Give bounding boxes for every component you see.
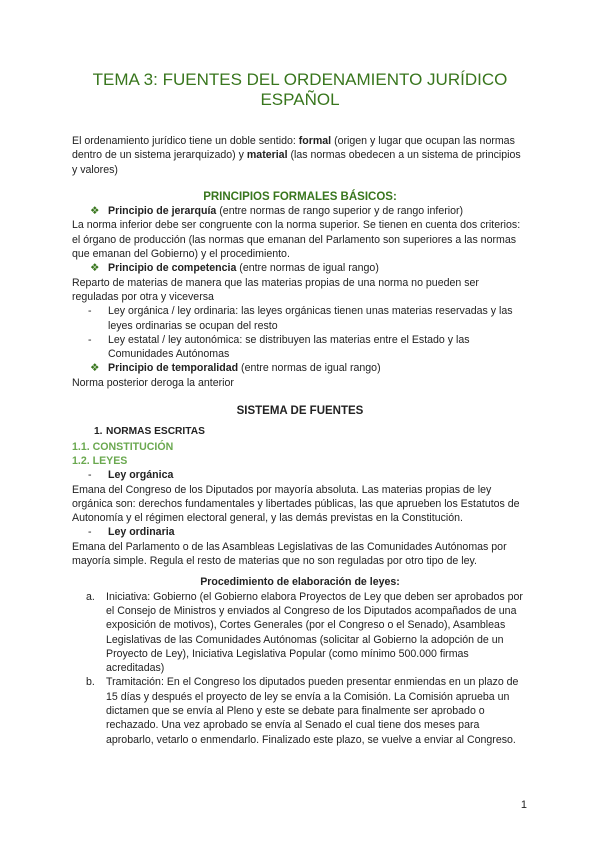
diamond-bullet-icon: ❖ (90, 362, 100, 375)
diamond-bullet-icon: ❖ (90, 205, 100, 218)
principios-heading: PRINCIPIOS FORMALES BÁSICOS: (203, 190, 397, 203)
procedimiento-heading: Procedimiento de elaboración de leyes: (200, 576, 400, 589)
page-number: 1 (520, 799, 527, 811)
diamond-bullet-icon: ❖ (90, 262, 100, 275)
page-title: TEMA 3: FUENTES DEL ORDENAMIENTO JURÍDICO ESPAÑOL (92, 70, 508, 109)
leyes-subheading: 1.2. LEYES (72, 454, 128, 467)
temporalidad-body: Norma posterior deroga la anterior (72, 376, 234, 389)
ley-organica-heading: - Ley orgánica (88, 469, 174, 482)
jerarquia-body: La norma inferior debe ser congruente con la norma superior. Se tienen en cuenta dos criterios: el órgano de producción (las normas que emanan del Parlamento son superiores a las normas que emanan del Gobierno) y el procedimiento. (72, 219, 521, 261)
ley-ordinaria-body: Emana del Parlamento o de las Asambleas Legislativas de las Comunidades Autónomas por mayoría simple. Regula el resto de materias que no son reguladas por otro tipo de ley. (72, 540, 507, 568)
intro-paragraph: El ordenamiento jurídico tiene un doble sentido: formal (origen y lugar que ocupan las normas dentro de un sistema jerarquizado) y material (las normas obedecen a un sistema de principios y valores) (72, 135, 521, 176)
principio-competencia: ❖ Principio de competencia (entre normas de igual rango) (90, 262, 379, 275)
list-item: b. Tramitación: En el Congreso los diputados pueden presentar enmiendas en un plazo de 15 días y después el proyecto de ley se envía a la Comisión. La Comisión aprueba un dictamen que se envía al Pleno y este se debate para finalmente ser aprobado o rechazado. Una vez aprobado se envía al Senado el cual tiene dos meses para aprobarlo, vetarlo o enmendarlo. Finalizado este plazo, se vuelve a enviar al Congreso. (86, 676, 519, 746)
principio-jerarquia: ❖ Principio de jerarquía (entre normas de rango superior y de rango inferior) (90, 205, 464, 218)
ley-ordinaria-heading: - Ley ordinaria (88, 526, 175, 539)
list-item: a. Iniciativa: Gobierno (el Gobierno elabora Proyectos de Ley que deben ser aprobados por el Consejo de Ministros y enviados al Congreso de los Diputados acompañados de una exposición de motivos), Cortes Generales (por el Congreso o el Senado), Asambleas Legislativas de las Comunidades Autónomas (solicitar al Gobierno la adopción de un Proyecto de Ley), Iniciativa Legislativa Popular (como mínimo 500.000 firmas acreditadas) (86, 590, 523, 675)
principio-temporalidad: ❖ Principio de temporalidad (entre normas de igual rango) (90, 362, 381, 375)
competencia-body: Reparto de materias de manera que las materias propias de una norma no pueden ser reguladas por otra y viceversa (72, 276, 479, 303)
constitucion-subheading: 1.1. CONSTITUCIÓN (72, 440, 174, 453)
list-item: - Ley orgánica / ley ordinaria: las leyes orgánicas tienen unas materias reservadas y las leyes ordinarias se ocupan del resto (88, 305, 513, 332)
ley-organica-body: Emana del Congreso de los Diputados por mayoría absoluta. Las materias propias de ley orgánica son: derechos fundamentales y libertades públicas, las que aprueben los Estatutos de Autonomía y el régimen electoral general, y las demás previstas en la Constitución. (72, 483, 520, 525)
list-item: - Ley estatal / ley autonómica: se distribuyen las materias entre el Estado y las Comunidades Autónomas (88, 333, 470, 361)
sistema-heading: SISTEMA DE FUENTES (236, 405, 364, 418)
normas-escritas-heading: 1. NORMAS ESCRITAS (94, 426, 205, 438)
